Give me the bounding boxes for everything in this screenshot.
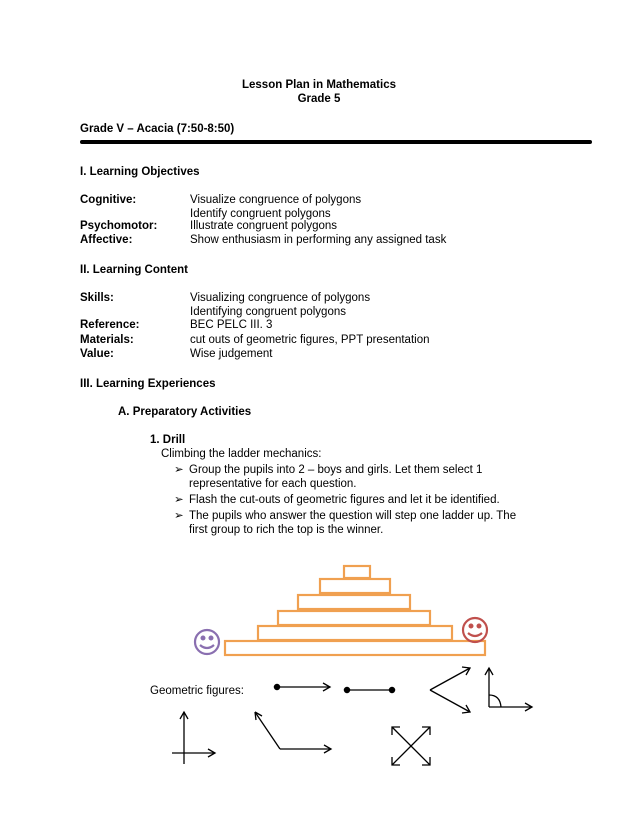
- bullet-text: The pupils who answer the question will step one ladder up. The: [189, 510, 517, 522]
- right-angle-icon: [485, 668, 532, 711]
- experiences-heading: III. Learning Experiences: [80, 378, 216, 390]
- arrow-bullet-icon: ➢: [174, 494, 184, 506]
- perpendicular-lines-icon: [172, 712, 215, 764]
- content-label: Skills:: [80, 292, 114, 304]
- geometric-figures: [172, 667, 532, 765]
- class-line: Grade V – Acacia (7:50-8:50): [80, 123, 235, 135]
- drill-intro: Climbing the ladder mechanics:: [161, 448, 322, 460]
- objective-value: Show enthusiasm in performing any assigned task: [190, 234, 447, 246]
- content-label: Materials:: [80, 334, 134, 346]
- smiley-left-icon: [195, 630, 219, 654]
- objective-label: Cognitive:: [80, 194, 137, 206]
- ladder-steps: [225, 566, 485, 655]
- obtuse-angle-icon: [255, 712, 331, 753]
- intersecting-lines-icon: [392, 727, 430, 765]
- smiley-right-icon: [463, 618, 487, 642]
- preparatory-heading: A. Preparatory Activities: [118, 406, 252, 418]
- ladder-step: [278, 611, 430, 625]
- content-value: Identifying congruent polygons: [190, 306, 346, 318]
- acute-angle-icon: [430, 667, 470, 713]
- arrow-bullet-icon: ➢: [174, 510, 184, 522]
- page-subtitle: Grade 5: [297, 93, 341, 105]
- content-heading: II. Learning Content: [80, 264, 188, 276]
- content-label: Reference:: [80, 319, 140, 331]
- content-value: BEC PELC III. 3: [190, 319, 273, 331]
- bullet-text: first group to rich the top is the winner.: [189, 524, 384, 536]
- content-value: cut outs of geometric figures, PPT presentation: [190, 334, 430, 346]
- arrow-bullet-icon: ➢: [174, 464, 184, 476]
- ladder-step: [320, 579, 390, 593]
- objective-value: Illustrate congruent polygons: [190, 220, 338, 232]
- objectives-heading: I. Learning Objectives: [80, 166, 200, 178]
- ray-icon: [274, 683, 330, 691]
- geometric-figures-label: Geometric figures:: [150, 685, 244, 697]
- content-value: Wise judgement: [190, 348, 273, 360]
- objective-label: Affective:: [80, 234, 133, 246]
- bullet-text: Group the pupils into 2 – boys and girls. Let them select 1: [189, 464, 483, 476]
- ladder-step: [258, 626, 452, 640]
- ladder-step-base: [225, 641, 485, 655]
- bullet-text: representative for each question.: [189, 478, 357, 490]
- page-title: Lesson Plan in Mathematics: [241, 79, 396, 91]
- ladder-step-top: [344, 566, 370, 578]
- drill-heading: 1. Drill: [150, 434, 186, 446]
- content-value: Visualizing congruence of polygons: [190, 292, 371, 304]
- ladder-step: [298, 595, 410, 609]
- objective-value: Visualize congruence of polygons: [190, 194, 362, 206]
- content-label: Value:: [80, 348, 114, 360]
- bullet-text: Flash the cut-outs of geometric figures and let it be identified.: [189, 494, 500, 506]
- objective-label: Psychomotor:: [80, 220, 158, 232]
- line-segment-icon: [344, 687, 394, 692]
- objective-value: Identify congruent polygons: [190, 208, 331, 220]
